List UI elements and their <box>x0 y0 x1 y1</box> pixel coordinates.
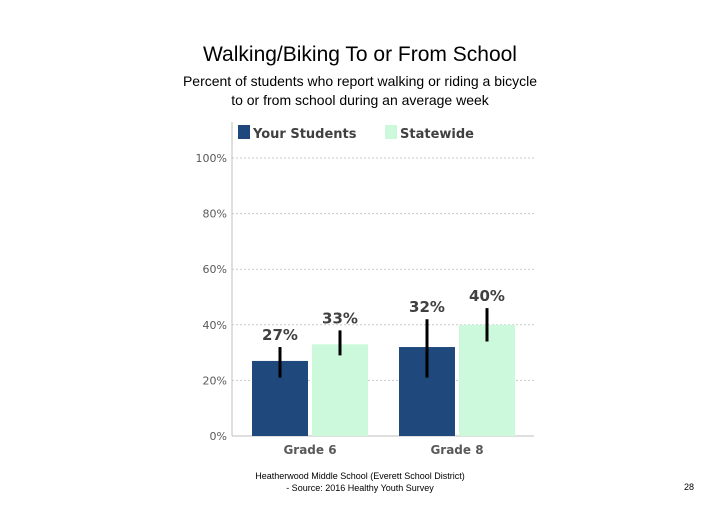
data-label: 27% <box>262 326 298 345</box>
bar-statewide-grade-6 <box>312 344 368 436</box>
y-tick-label: 80% <box>202 207 227 221</box>
data-label: 40% <box>469 287 505 306</box>
footer-line-2: - Source: 2016 Healthy Youth Survey <box>286 483 434 493</box>
y-tick-label: 100% <box>195 152 227 165</box>
data-label: 32% <box>409 298 445 317</box>
chart-subtitle-line-2: to or from school during an average week <box>231 92 489 108</box>
y-tick-label: 0% <box>209 430 227 443</box>
legend-swatch-statewide <box>385 125 397 139</box>
x-tick-label: Grade 8 <box>430 443 484 457</box>
legend-label: Statewide <box>400 127 474 142</box>
chart-title: Walking/Biking To or From School <box>203 43 517 66</box>
page-number: 28 <box>683 482 694 492</box>
y-tick-label: 20% <box>202 374 227 388</box>
footer-source <box>200 470 520 494</box>
data-label: 33% <box>322 309 358 328</box>
x-tick-label: Grade 6 <box>283 443 337 457</box>
y-tick-label: 40% <box>202 318 227 332</box>
legend-swatch-your-students <box>238 125 250 139</box>
footer-line-1: Heatherwood Middle School (Everett School District) <box>255 471 465 481</box>
y-tick-label: 60% <box>202 263 227 277</box>
chart-subtitle-line-1: Percent of students who report walking or riding a bicycle <box>182 73 538 89</box>
legend-label: Your Students <box>253 127 357 142</box>
